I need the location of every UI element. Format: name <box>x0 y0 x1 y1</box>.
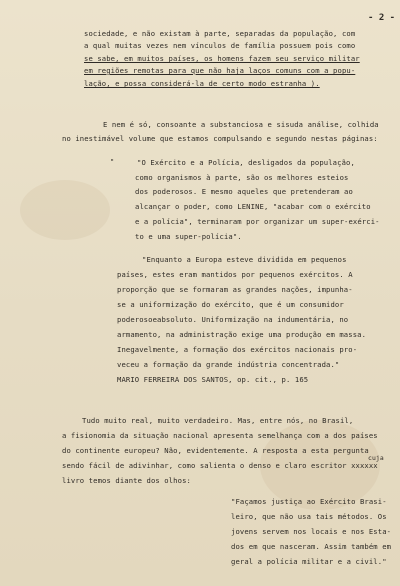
text-line: lação, e possa considerá-la de certo modo estranha ). <box>84 79 320 88</box>
quote-line: como organismos à parte, são os melhores esteios <box>135 173 349 182</box>
quote-line: alcançar o poder, como LENINE, "acabar com o exército <box>135 202 371 211</box>
text-line: em regiões remotas para que não haja laços comuns com a popu- <box>84 66 356 75</box>
quote-line: leiro, que não usa tais métodos. Os <box>231 512 387 521</box>
text-line: do continente europeu? Não, evidentemente. A resposta a esta pergunta <box>62 446 369 455</box>
quote-line: dos poderosos. E mesmo aqueles que pretenderam ao <box>135 187 353 196</box>
paper-stain <box>20 180 110 240</box>
text-line: a fisionomia da situação nacional apresenta semelhança com a dos países <box>62 431 378 440</box>
quote-line: "Enquanto a Europa esteve dividida em pequenos <box>142 255 347 264</box>
quote-line: jovens servem nos locais e nos Esta- <box>231 527 392 536</box>
quote-mark: " <box>110 158 115 166</box>
quote-line: poderosoeabsoluto. Uniformização na indumentária, no <box>117 315 349 324</box>
quote-line: geral a polícia militar e a civil." <box>231 557 387 566</box>
quote-line: "Façamos justiça ao Exército Brasi- <box>231 497 387 506</box>
text-line: sendo fácil de adivinhar, como salienta o denso e claro escritor xxxxxx <box>62 461 378 470</box>
quote-line: Inegavelmente, a formação dos exércitos nacionais pro- <box>117 345 358 354</box>
text-line: a qual muitas vezes nem vínculos de família possuem pois como <box>84 41 356 50</box>
quote-line: veceu a formação da grande indústria concentrada." <box>117 360 340 369</box>
quote-line: armamento, na administração exige uma produção em massa. <box>117 330 367 339</box>
quote-line: "O Exército e a Polícia, desligados da população, <box>137 158 355 167</box>
page-number: - 2 - <box>368 13 396 23</box>
text-line: E nem é só, consoante a substanciosa e sisuda análise, colhida <box>103 120 379 129</box>
text-line: Tudo muito real, muito verdadeiro. Mas, entre nós, no Brasil, <box>82 416 354 425</box>
quote-line: dos em que nasceram. Assim também em <box>231 542 392 551</box>
quote-line: países, estes eram mantidos por pequenos exércitos. A <box>117 270 353 279</box>
text-line: no inestimável volume que estamos compulsando e segundo nestas páginas: <box>62 134 378 143</box>
quote-line: proporção que se formaram as grandes nações, impunha- <box>117 285 353 294</box>
text-line: se sabe, em muitos países, os homens fazem seu serviço militar <box>84 54 360 63</box>
citation-line: MARIO FERREIRA DOS SANTOS, op. cit., p. 165 <box>117 375 309 384</box>
text-line: sociedade, e não existam à parte, separadas da população, com <box>84 29 356 38</box>
text-line: livro temos diante dos olhos: <box>62 476 191 485</box>
quote-line: e a polícia", terminaram por organizar um super-exérci- <box>135 217 380 226</box>
interline-correction: cuja <box>368 454 384 462</box>
quote-line: to e uma super-polícia". <box>135 232 242 241</box>
quote-line: se a uniformização do exército, que é um consumidor <box>117 300 344 309</box>
